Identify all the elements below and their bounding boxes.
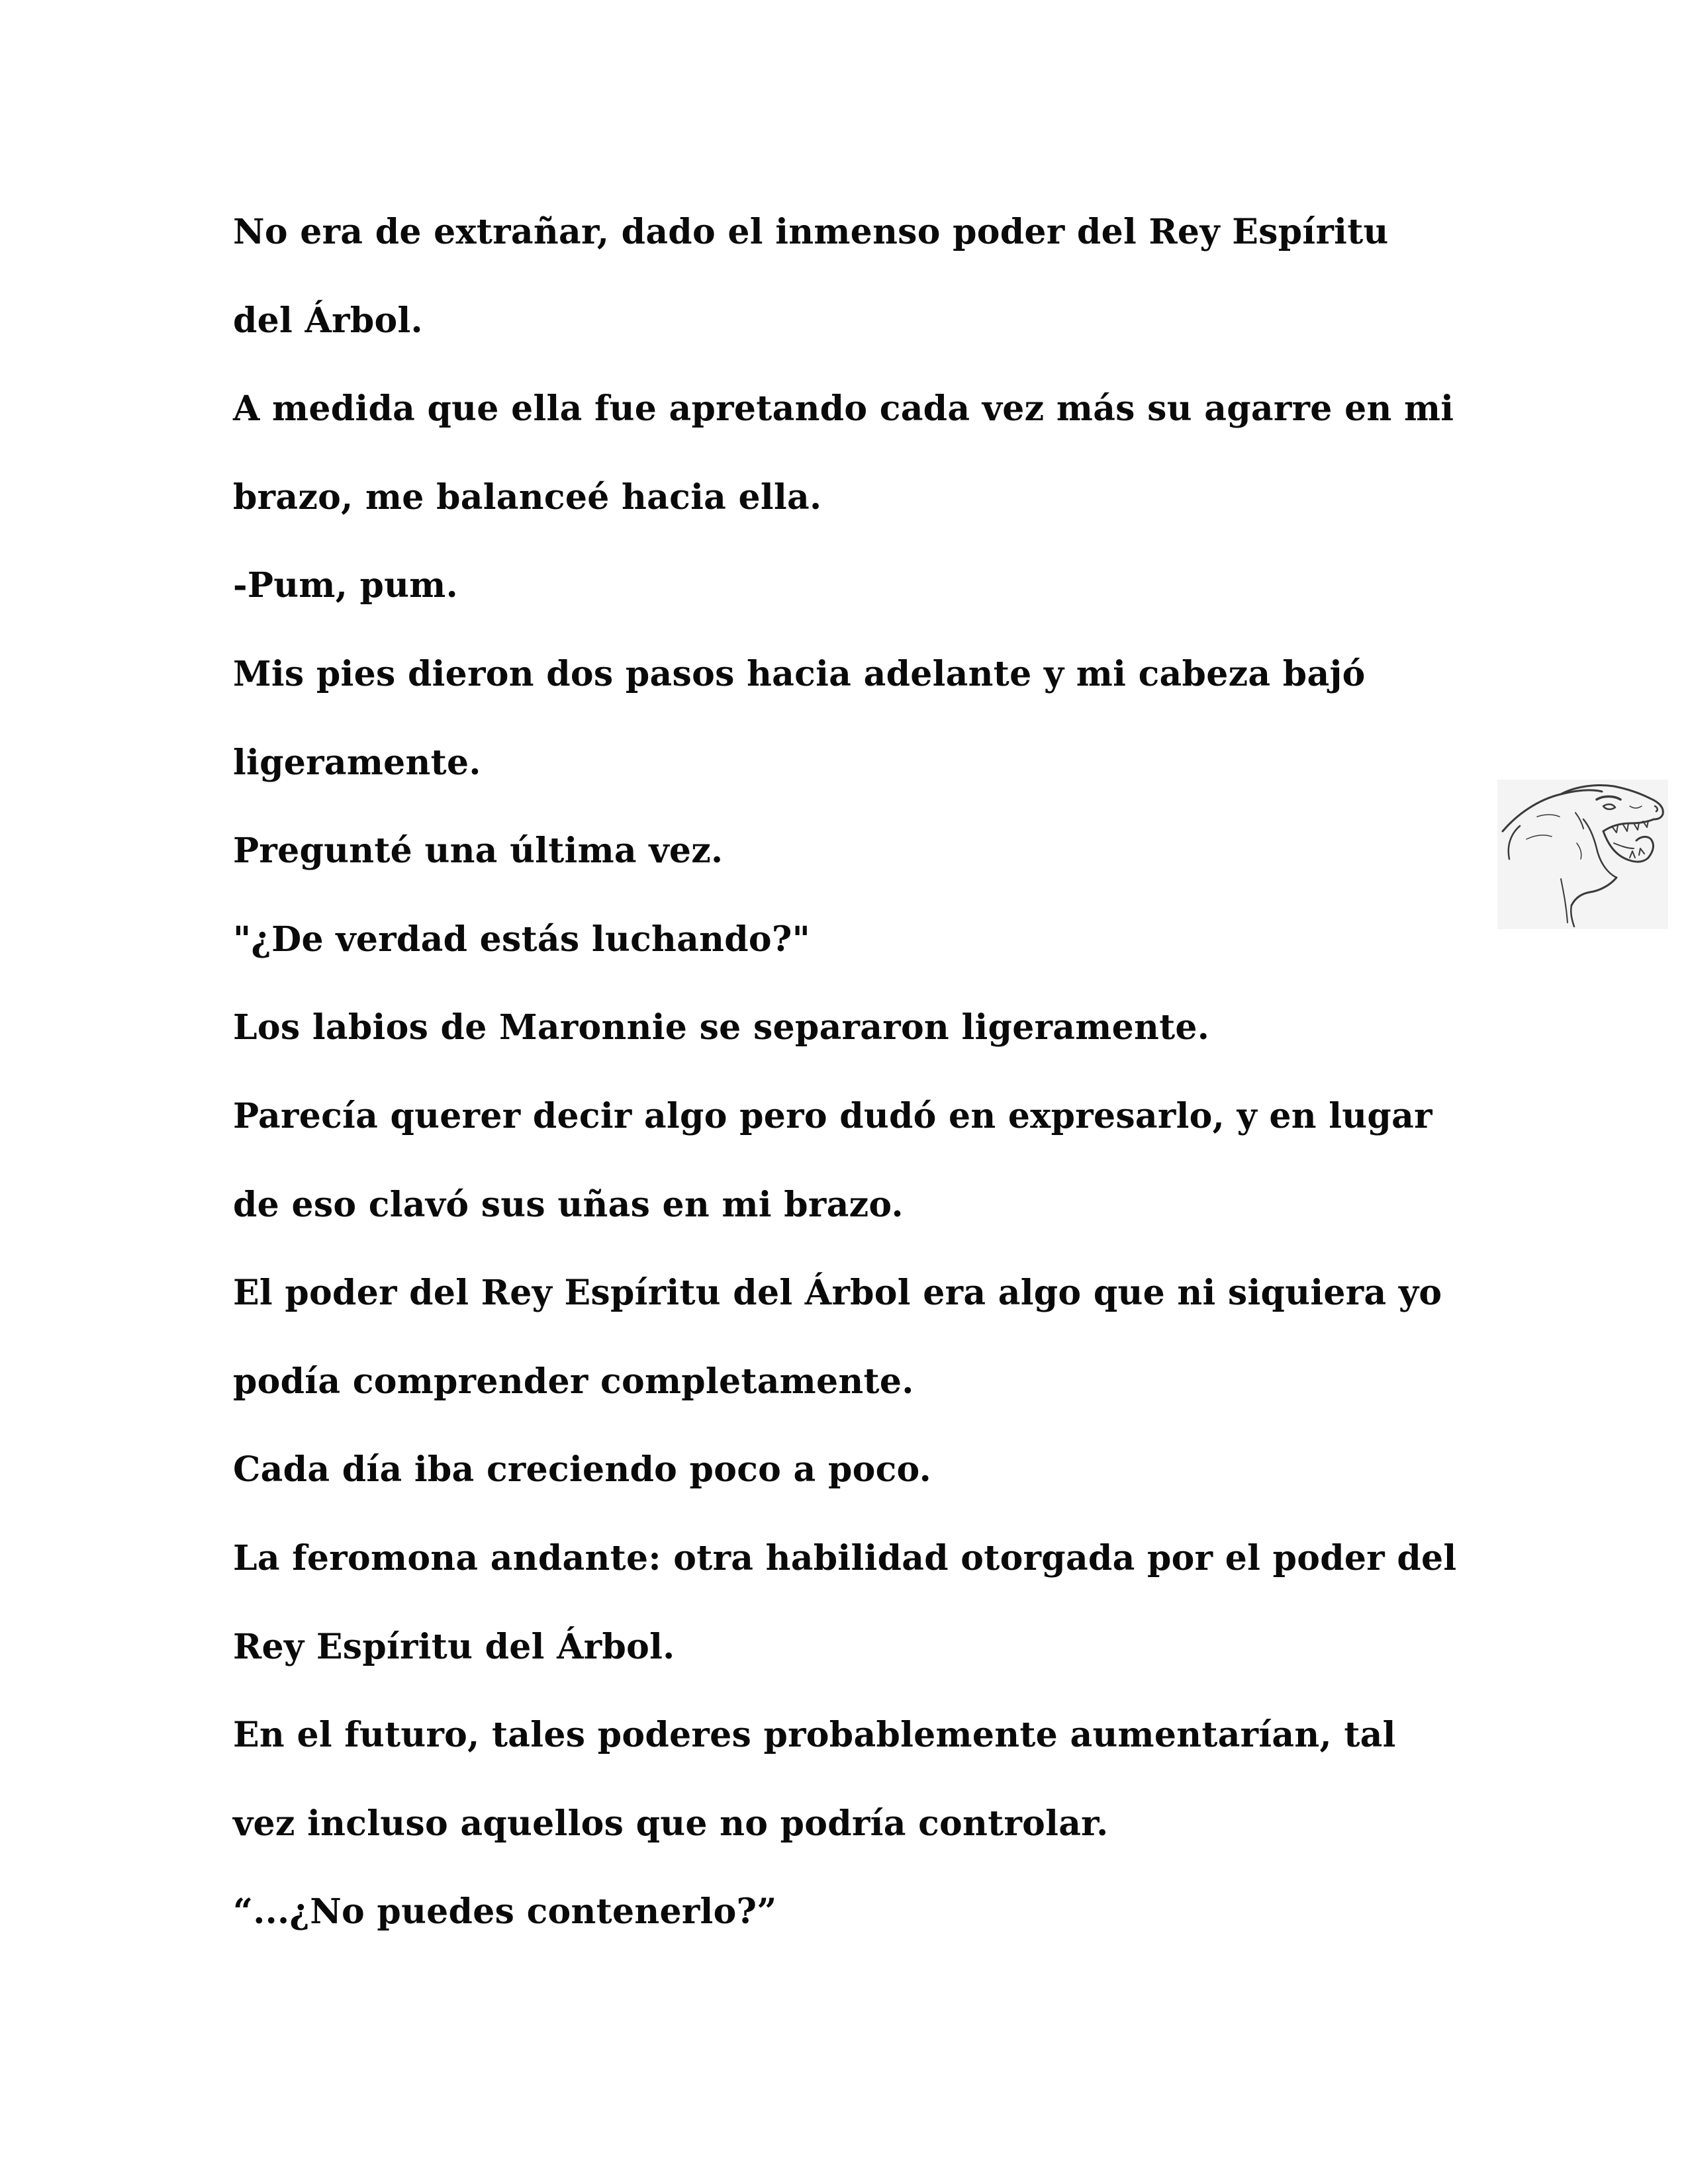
text-body bbox=[233, 188, 1491, 1956]
text-line-17: Rey Espíritu del Árbol. bbox=[233, 1626, 675, 1667]
text-line-15: Cada día iba creciendo poco a poco. bbox=[233, 1449, 932, 1490]
text-line-5: -Pum, pum. bbox=[233, 565, 459, 606]
text-line-14: podía comprender completamente. bbox=[233, 1361, 914, 1402]
text-line-10: Los labios de Maronnie se separaron ligeramente. bbox=[233, 1007, 1210, 1048]
text-line-13: El poder del Rey Espíritu del Árbol era algo que ni siquiera yo bbox=[233, 1273, 1442, 1314]
text-line-11: Parecía querer decir algo pero dudó en expresarlo, y en lugar bbox=[233, 1095, 1432, 1136]
text-line-2: del Árbol. bbox=[233, 300, 423, 341]
text-line-7: ligeramente. bbox=[233, 742, 481, 783]
text-line-4: brazo, me balanceé hacia ella. bbox=[233, 477, 822, 518]
text-line-12: de eso clavó sus uñas en mi brazo. bbox=[233, 1184, 904, 1225]
text-line-1: No era de extrañar, dado el inmenso poder del Rey Espíritu bbox=[233, 212, 1389, 252]
text-line-19: vez incluso aquellos que no podría controlar. bbox=[233, 1803, 1109, 1844]
text-line-9: "¿De verdad estás luchando?" bbox=[233, 919, 811, 960]
text-line-3: A medida que ella fue apretando cada vez más su agarre en mi bbox=[233, 388, 1454, 430]
text-line-6: Mis pies dieron dos pasos hacia adelante y mi cabeza bajó bbox=[233, 653, 1366, 694]
text-line-18: En el futuro, tales poderes probablemente aumentarían, tal bbox=[233, 1715, 1396, 1756]
text-line-16: La feromona andante: otra habilidad otorgada por el poder del bbox=[233, 1537, 1457, 1578]
dinosaur-sketch-icon bbox=[1497, 780, 1668, 929]
text-line-20: “...¿No puedes contenerlo?” bbox=[233, 1891, 777, 1933]
text-line-8: Pregunté una última vez. bbox=[233, 831, 724, 872]
